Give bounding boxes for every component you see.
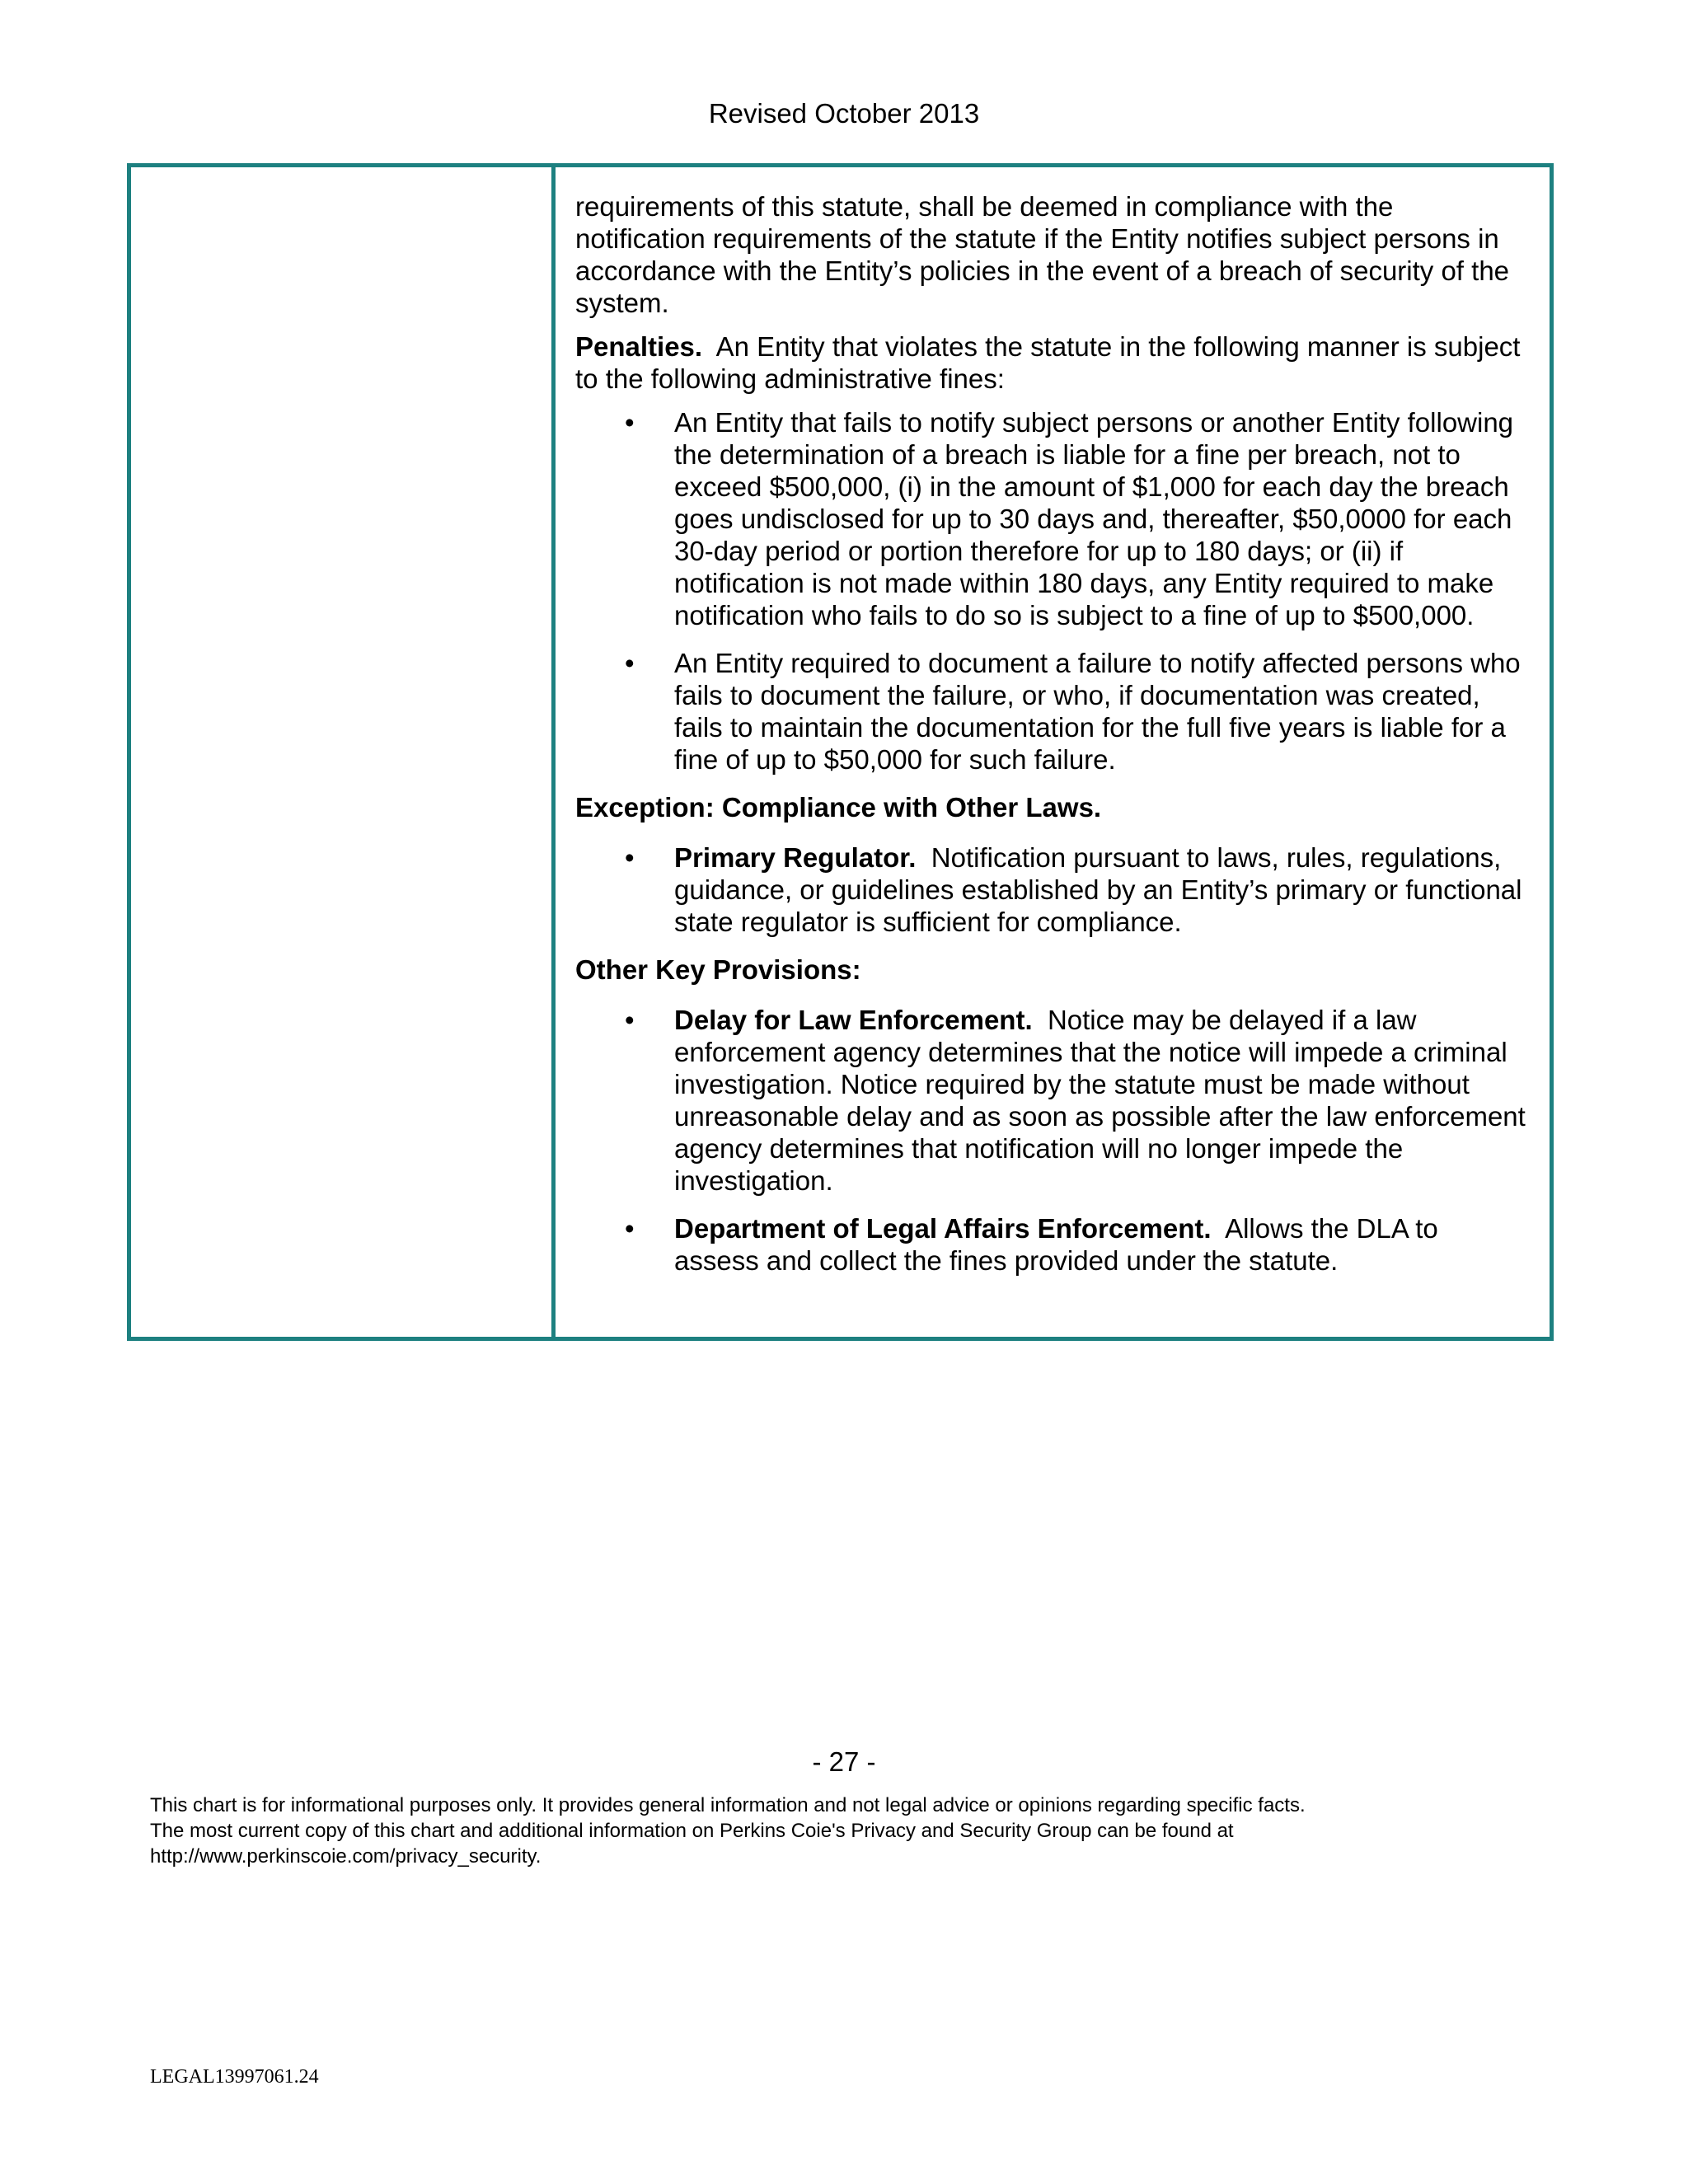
bullet-icon: •	[625, 407, 635, 438]
penalties-label: Penalties.	[575, 331, 703, 362]
other-provisions-heading: Other Key Provisions:	[575, 954, 861, 985]
disclaimer-line: The most current copy of this chart and additional information on Perkins Coie's Privacy and Security Group can be found at	[150, 1820, 1234, 1842]
bullet-icon: •	[625, 1005, 635, 1035]
list-item	[575, 1212, 1530, 1277]
list-item	[575, 841, 1530, 938]
bullet-icon: •	[625, 1213, 635, 1244]
exception-item-label: Primary Regulator.	[674, 842, 917, 873]
intro-paragraph: requirements of this statute, shall be deemed in compliance with the notification requirements of the statute if the Entity notifies subject persons in accordance with the Entity’s policies in the event of a breach of security of the system.	[575, 191, 1510, 318]
penalties-paragraph	[575, 330, 1530, 395]
state-column-empty	[131, 167, 556, 1337]
document-id: LEGAL13997061.24	[150, 2066, 319, 2088]
penalty-item-text: An Entity required to document a failure to notify affected persons who fails to document the failure, or who, if documentation was created, fails to maintain the documentation for the full five years is liable for a fine of up to $50,000 for such failure.	[674, 648, 1521, 775]
exception-list	[575, 841, 1530, 938]
provision-item-text: Allows the DLA to assess and collect the fines provided under the statute.	[674, 1213, 1438, 1276]
page-number: - 27 -	[812, 1746, 876, 1777]
bullet-icon: •	[625, 842, 635, 873]
law-chart-table	[127, 163, 1554, 1341]
exception-item-text: Notification pursuant to laws, rules, regulations, guidance, or guidelines established by an Entity’s primary or functional state regulator is sufficient for compliance.	[674, 842, 1522, 937]
bullet-icon: •	[625, 648, 635, 678]
list-item	[575, 406, 1530, 631]
penalty-item-text: An Entity that fails to notify subject persons or another Entity following the determination of a breach is liable for a fine per breach, not to exceed $500,000, (i) in the amount of $1,000 for each day the breach goes undisclosed for up to 30 days and, thereafter, $50,0000 for each 30-day period or portion therefore for up to 180 days; or (ii) if notification is not made within 180 days, any Entity required to make notification who fails to do so is subject to a fine of up to $500,000.	[674, 407, 1514, 630]
provision-item-label: Department of Legal Affairs Enforcement.	[674, 1213, 1212, 1244]
revision-header: Revised October 2013	[708, 98, 980, 129]
penalties-list	[575, 406, 1530, 776]
provisions-column	[556, 167, 1550, 1337]
list-item	[575, 647, 1530, 776]
footer-disclaimer	[150, 1793, 1551, 1869]
other-provisions-list	[575, 1004, 1530, 1277]
disclaimer-url: http://www.perkinscoie.com/privacy_security.	[150, 1845, 542, 1868]
list-item	[575, 1004, 1530, 1197]
penalties-text: An Entity that violates the statute in the following manner is subject to the following administrative fines:	[575, 331, 1521, 394]
disclaimer-line: This chart is for informational purposes only. It provides general information and not legal advice or opinions regarding specific facts.	[150, 1794, 1306, 1816]
provision-item-text: Notice may be delayed if a law enforcement agency determines that the notice will impede a criminal investigation. Notice required by the statute must be made without unreasonable delay and as soon as possible after the law enforcement agency determines that notification will no longer impede the investigation.	[674, 1005, 1526, 1196]
exception-heading: Exception: Compliance with Other Laws.	[575, 792, 1102, 823]
provision-item-label: Delay for Law Enforcement.	[674, 1005, 1033, 1035]
